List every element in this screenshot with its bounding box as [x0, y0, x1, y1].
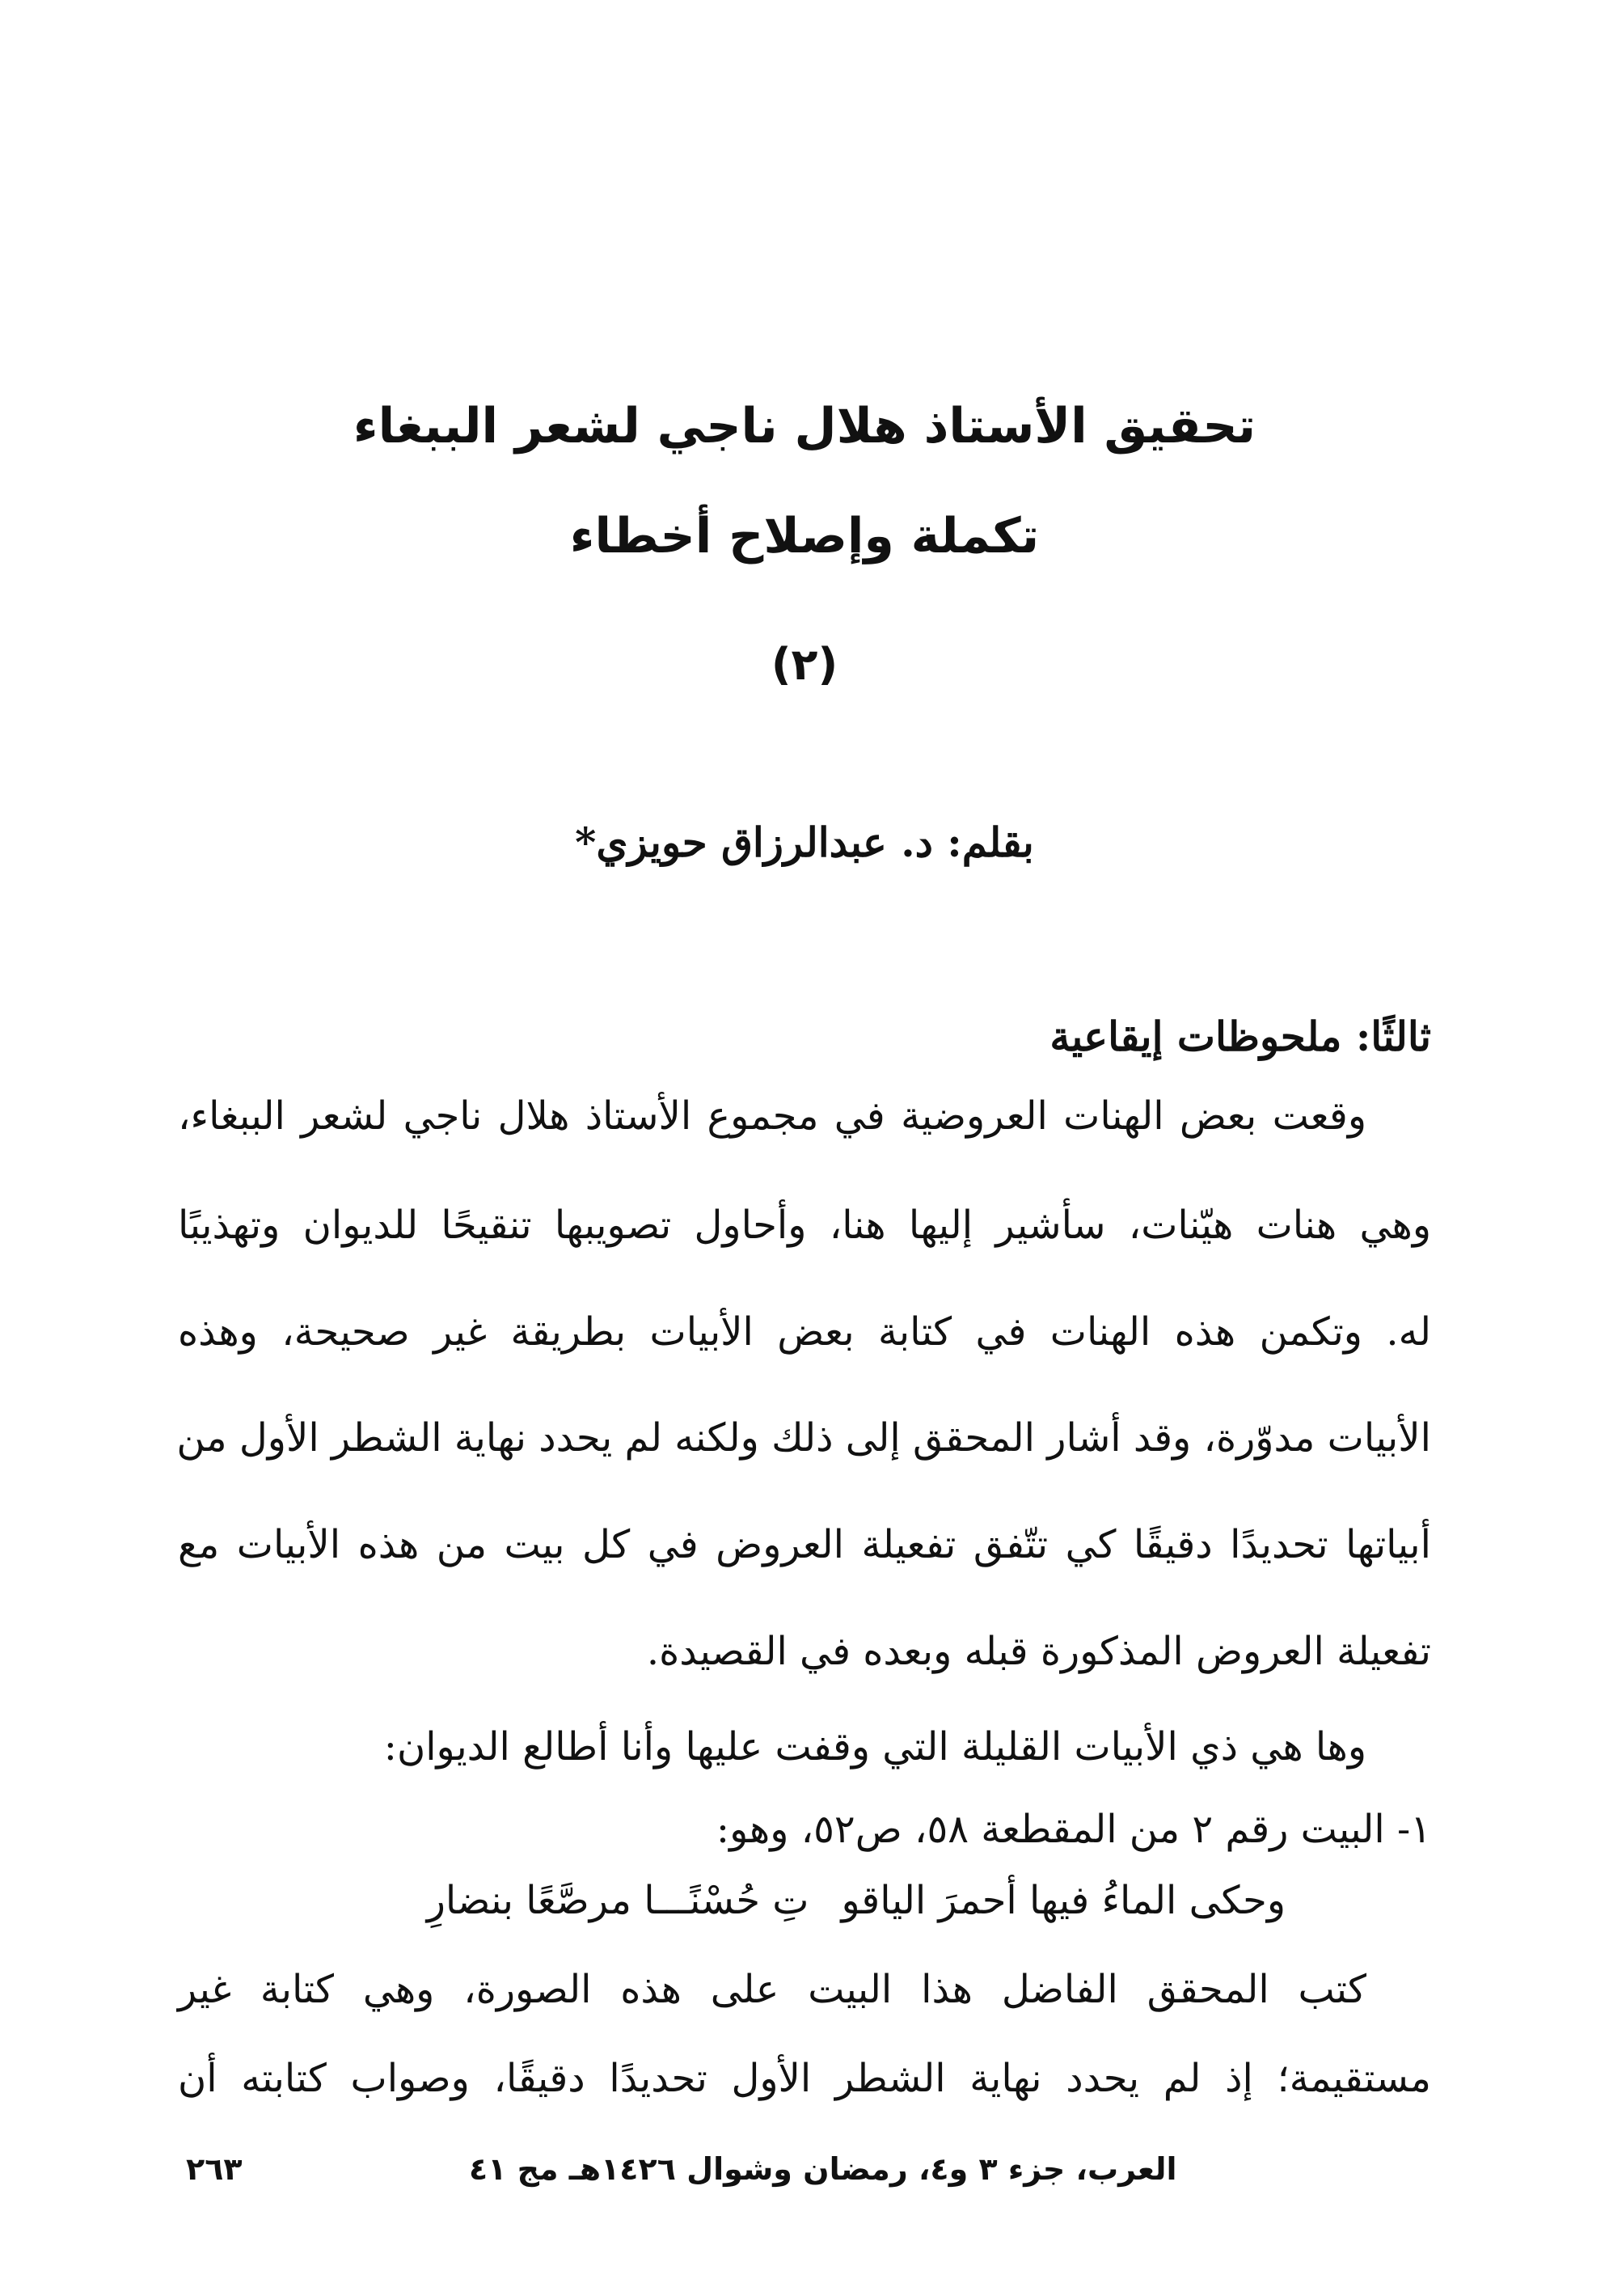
paragraph-line: الأبيات مدوّرة، وقد أشار المحقق إلى ذلك ولكنه لم يحدد نهاية الشطر الأول من: [176, 1415, 1431, 1461]
article-title: تحقيق الأستاذ هلال ناجي لشعر الببغاء: [353, 398, 1256, 455]
page-number: ٢٦٣: [186, 2151, 243, 2187]
article-subtitle: تكملة وإصلاح أخطاء: [569, 508, 1040, 564]
paragraph-line: أبياتها تحديدًا دقيقًا كي تتّفق تفعيلة العروض في كل بيت من هذه الأبيات مع: [178, 1522, 1431, 1567]
part-number: (٢): [771, 639, 838, 690]
footer-citation: العرب، جزء ٣ و٤، رمضان وشوال ١٤٢٦هـ مج ٤١: [469, 2151, 1177, 2187]
paragraph-line: وقعت بعض الهنات العروضية في مجموع الأستاذ هلال ناجي لشعر الببغاء،: [178, 1093, 1366, 1139]
paragraph-line: كتب المحقق الفاضل هذا البيت على هذه الصورة، وهي كتابة غير: [178, 1967, 1366, 2012]
verse-hemistich: تِ حُسْنًـــا مرصَّعًا بنضارِ: [426, 1878, 809, 1923]
paragraph-line: مستقيمة؛ إذ لم يحدد نهاية الشطر الأول تحديدًا دقيقًا، وصواب كتابته أن: [178, 2056, 1431, 2101]
section-heading: ثالثًا: ملحوظات إيقاعية: [1049, 1013, 1431, 1060]
verse-hemistich: وحكى الماءُ فيها أحمرَ الياقو: [841, 1878, 1286, 1923]
paragraph-line: تفعيلة العروض المذكورة قبله وبعده في القصيدة.: [646, 1629, 1431, 1674]
paragraph-line: وها هي ذي الأبيات القليلة التي وقفت عليها وأنا أطالع الديوان:: [383, 1724, 1366, 1770]
list-item-line: ١- البيت رقم ٢ من المقطعة ٥٨، ص٥٢، وهو:: [716, 1807, 1431, 1852]
paragraph-line: وهي هنات هيّنات، سأشير إليها هنا، وأحاول تصويبها تنقيحًا للديوان وتهذيبًا: [178, 1203, 1431, 1248]
paragraph-line: له. وتكمن هذه الهنات في كتابة بعض الأبيات بطريقة غير صحيحة، وهذه: [178, 1309, 1431, 1355]
poetry-verse: [427, 1878, 1286, 1923]
author-byline: بقلم: د. عبدالرزاق حويزي*: [575, 818, 1034, 866]
